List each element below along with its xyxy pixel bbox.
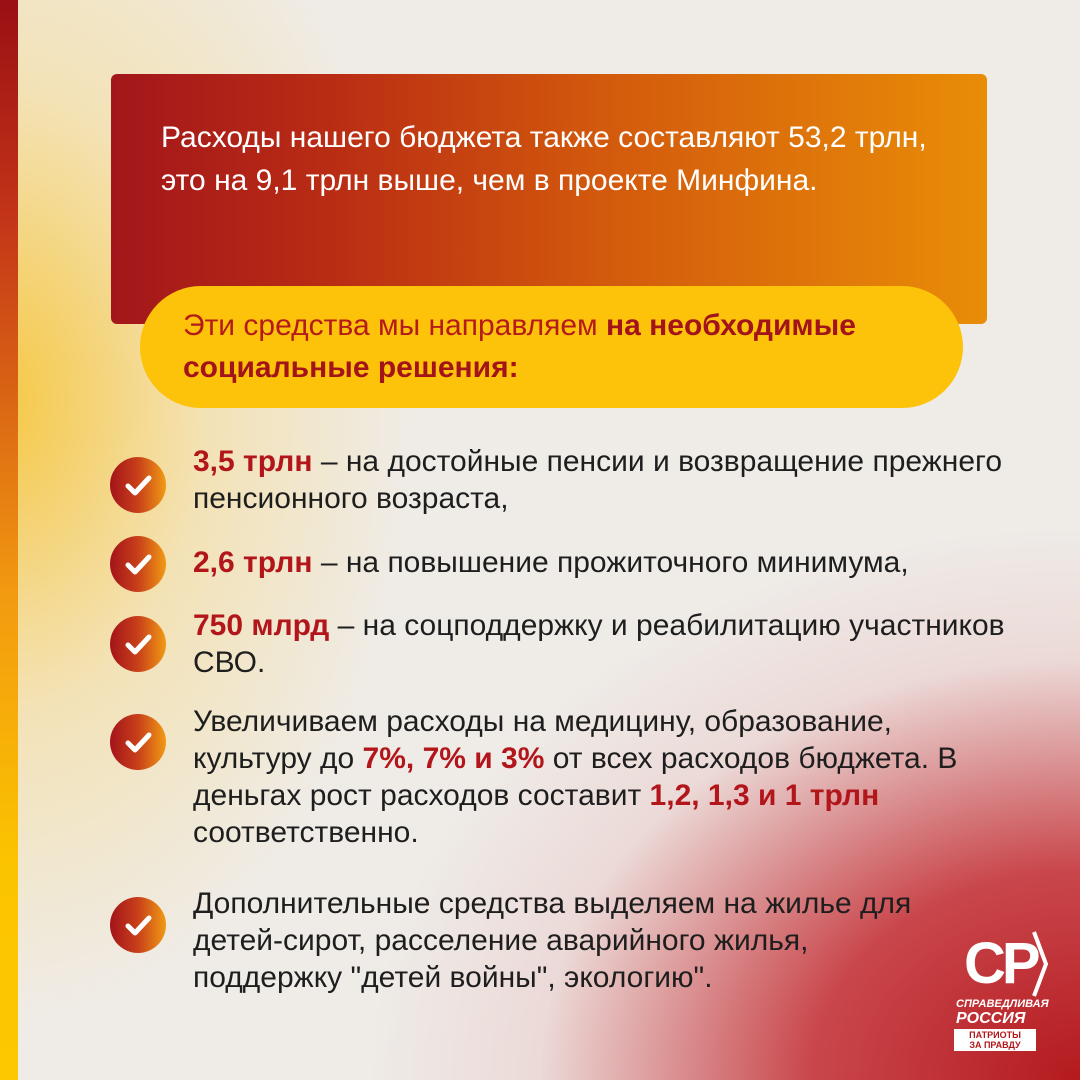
list-item-text (193, 703, 1013, 851)
subheading-bold: на необходимые социальные решения: (183, 309, 856, 384)
amount-highlight: 2,6 трлн (193, 546, 313, 579)
subheading-prefix: Эти средства мы направляем (183, 309, 607, 342)
check-circle-icon (110, 536, 166, 592)
item-description: – на достойные пенсии и возвращение прежнего пенсионного возраста, (193, 445, 1003, 515)
item-description: от всех расходов бюджета. В деньгах рост расходов составит (193, 742, 958, 812)
check-circle-icon (110, 616, 166, 672)
item-description: – на соцподдержку и реабилитацию участников СВО. (193, 609, 1005, 679)
subheading-text (183, 305, 953, 389)
amount-highlight: 3,5 трлн (193, 445, 313, 478)
headline-text: Расходы нашего бюджета также составляют 53,2 трлн, это на 9,1 трлн выше, чем в проекте Минфина. (161, 121, 927, 197)
check-circle-icon (110, 897, 166, 953)
check-circle-icon (110, 457, 166, 513)
left-accent-strip (0, 0, 18, 1080)
check-circle-icon (110, 714, 166, 770)
item-description: – на повышение прожиточного минимума, (312, 546, 909, 579)
logo-line-2: РОССИЯ (956, 1010, 1026, 1027)
amount-highlight: 750 млрд (193, 609, 330, 642)
list-item-text (193, 544, 1013, 581)
logo-letters: СР (964, 931, 1037, 996)
list-item-text (193, 443, 1013, 517)
logo-line-4: ЗА ПРАВДУ (969, 1040, 1021, 1050)
item-description: Увеличиваем расходы на медицину, образование, культуру до (193, 705, 893, 775)
logo-line-1: СПРАВЕДЛИВАЯ (956, 998, 1049, 1010)
percent-highlight: 7%, 7% и 3% (362, 742, 545, 775)
list-item-text: Дополнительные средства выделяем на жилье для детей-сирот, расселение аварийного жилья, поддержку "детей войны", экологию". (193, 887, 912, 994)
amount-highlight: 1,2, 1,3 и 1 трлн (649, 779, 880, 812)
item-description: соответственно. (193, 816, 419, 849)
party-logo (950, 930, 1050, 1050)
logo-line-3: ПАТРИОТЫ (969, 1030, 1021, 1040)
logo-slogan (954, 1029, 1036, 1051)
list-item-text (193, 607, 1013, 681)
